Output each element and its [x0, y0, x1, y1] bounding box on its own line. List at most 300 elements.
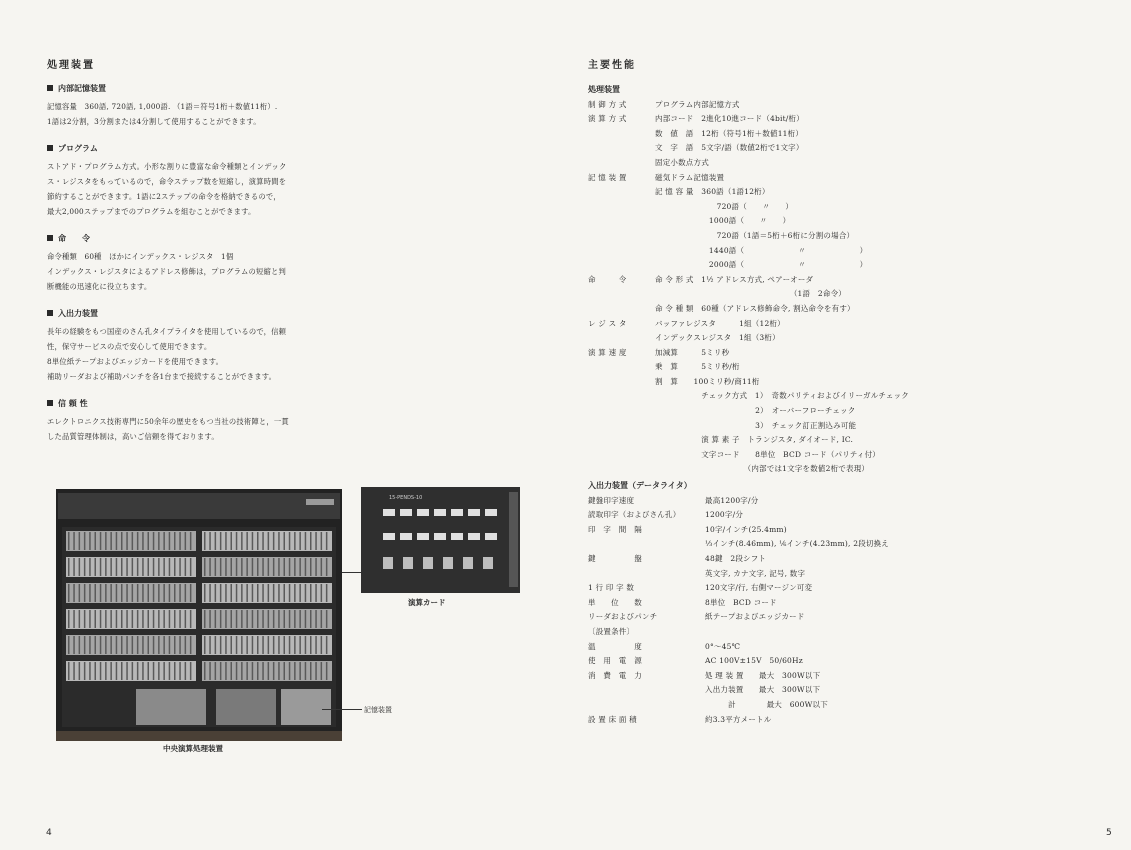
board-slot — [284, 532, 286, 550]
board-slot — [257, 662, 259, 680]
board-slot — [273, 662, 275, 680]
board-slot — [110, 558, 112, 576]
board-slot — [204, 558, 206, 576]
board-slot — [305, 558, 307, 576]
left-title: 処理装置 — [47, 60, 95, 71]
left-sections — [47, 83, 367, 444]
board-slot — [153, 532, 155, 550]
ic-chip — [383, 509, 395, 516]
board-slot — [73, 558, 75, 576]
section-body — [47, 159, 367, 219]
board-slot — [179, 558, 181, 576]
spec-value: 乗 算 5ミリ秒/桁 — [655, 362, 740, 372]
board-slot — [225, 558, 227, 576]
right-page-number: 5 — [1106, 828, 1112, 838]
board-slot — [310, 610, 312, 628]
circuit-board-rack — [202, 609, 332, 629]
board-slot — [252, 532, 254, 550]
board-slot — [321, 610, 323, 628]
body-line: ス・レジスタをもっているので，命令ステップ数を短縮し，演算時間を — [47, 177, 287, 186]
board-slot — [294, 636, 296, 654]
circuit-board-rack — [66, 583, 196, 603]
board-slot — [158, 532, 160, 550]
spec-row — [588, 229, 1108, 244]
board-slot — [241, 532, 243, 550]
spec-value: 文字コード 8単位 BCD コード（パリティ付） — [655, 449, 881, 459]
board-slot — [315, 610, 317, 628]
body-line: 長年の経験をもつ国産のさん孔タイプライタを使用しているので，信頼 — [47, 327, 287, 336]
board-slot — [257, 636, 259, 654]
board-slot — [179, 532, 181, 550]
ic-chip — [383, 533, 395, 540]
board-slot — [89, 558, 91, 576]
spec-key: 印 字 間 隔 — [588, 524, 642, 534]
board-slot — [79, 558, 81, 576]
spec-value: 磁気ドラム記憶装置 — [655, 172, 725, 182]
board-slot — [132, 636, 134, 654]
spec-value: 0°～45℃ — [705, 641, 741, 651]
board-slot — [158, 636, 160, 654]
board-slot — [163, 636, 165, 654]
board-slot — [294, 584, 296, 602]
spec-row — [588, 258, 1108, 273]
board-slot — [326, 610, 328, 628]
board-slot — [268, 610, 270, 628]
board-slot — [116, 662, 118, 680]
board-slot — [79, 610, 81, 628]
board-slot — [132, 532, 134, 550]
ic-chip — [451, 533, 463, 540]
board-slot — [231, 662, 233, 680]
board-slot — [278, 532, 280, 550]
board-slot — [268, 584, 270, 602]
spec-row — [588, 156, 1108, 171]
board-slot — [204, 584, 206, 602]
board-slot — [153, 636, 155, 654]
board-slot — [185, 662, 187, 680]
board-slot — [142, 532, 144, 550]
board-slot — [299, 662, 301, 680]
board-slot — [174, 636, 176, 654]
board-slot — [305, 636, 307, 654]
board-slot — [225, 532, 227, 550]
board-slot — [209, 532, 211, 550]
spec-value: 2） オーバーフローチェック — [655, 406, 856, 416]
memory-caption: 記憶装置 — [364, 706, 392, 714]
board-slot — [132, 558, 134, 576]
board-slot — [215, 532, 217, 550]
ic-chip — [468, 509, 480, 516]
spec-key: 命 令 — [588, 274, 627, 284]
spec-row — [588, 302, 1108, 317]
spec-row — [588, 625, 1108, 640]
board-slot — [289, 584, 291, 602]
board-slot — [236, 584, 238, 602]
board-slot — [148, 636, 150, 654]
board-slot — [299, 584, 301, 602]
ic-chip — [434, 509, 446, 516]
section-heading-text: 入出力装置 — [58, 309, 98, 318]
spec-row — [588, 287, 1108, 302]
section-body — [47, 99, 367, 129]
board-slot — [73, 584, 75, 602]
board-slot — [126, 610, 128, 628]
cpu-caption: 中央演算処理装置 — [163, 744, 223, 753]
spec-row — [588, 537, 1108, 552]
board-slot — [326, 532, 328, 550]
board-slot — [284, 584, 286, 602]
spec-value: 内部コード 2進化10進コード（4bit/桁） — [655, 114, 804, 124]
board-slot — [121, 610, 123, 628]
board-slot — [84, 636, 86, 654]
board-slot — [121, 662, 123, 680]
board-slot — [220, 532, 222, 550]
section-body — [47, 414, 367, 444]
ic-chip — [400, 509, 412, 516]
body-line: 8単位紙テープおよびエッジカードを使用できます。 — [47, 357, 224, 366]
board-slot — [68, 636, 70, 654]
spec-value: 記 憶 容 量 360語（1語12桁） — [655, 187, 770, 197]
spec-value: 文 字 語 5文字/語（数値2桁で1文字） — [655, 143, 804, 153]
board-slot — [190, 558, 192, 576]
spec-value: チェック方式 1） 奇数パリティおよびイリーガルチェック — [655, 391, 909, 401]
board-slot — [220, 636, 222, 654]
board-slot — [252, 584, 254, 602]
board-slot — [169, 662, 171, 680]
board-slot — [294, 532, 296, 550]
spec-key: 鍵 盤 — [588, 554, 642, 563]
board-slot — [174, 532, 176, 550]
board-slot — [79, 662, 81, 680]
board-slot — [294, 662, 296, 680]
board-slot — [142, 662, 144, 680]
board-slot — [190, 662, 192, 680]
ic-chip — [485, 509, 497, 516]
spec-row — [588, 214, 1108, 229]
spec-value: 10字/インチ(25.4mm) — [705, 524, 787, 534]
board-slot — [305, 584, 307, 602]
spec-value: 720語（ 〃 ） — [655, 201, 794, 211]
board-slot — [110, 662, 112, 680]
board-slot — [153, 584, 155, 602]
board-slot — [257, 610, 259, 628]
spec-row — [588, 713, 1108, 728]
board-slot — [225, 636, 227, 654]
circuit-board-rack — [202, 557, 332, 577]
board-slot — [231, 584, 233, 602]
board-slot — [284, 662, 286, 680]
spec-row — [588, 596, 1108, 611]
board-slot — [262, 558, 264, 576]
board-slot — [220, 558, 222, 576]
spec-value: 処 理 装 置 最大 300W以下 — [705, 670, 821, 680]
board-slot — [220, 584, 222, 602]
board-slot — [278, 636, 280, 654]
board-slot — [169, 584, 171, 602]
board-slot — [179, 636, 181, 654]
board-slot — [204, 532, 206, 550]
ic-chip — [451, 509, 463, 516]
spec-key: 制 御 方 式 — [588, 99, 627, 109]
board-slot — [73, 662, 75, 680]
board-slot — [310, 584, 312, 602]
board-slot — [215, 584, 217, 602]
spec-value: 720語（1語＝5桁＋6桁に分割の場合） — [655, 230, 855, 240]
board-slot — [326, 584, 328, 602]
board-slot — [79, 584, 81, 602]
ic-chip — [417, 533, 429, 540]
spec-value: 1200字/分 — [705, 510, 744, 520]
board-slot — [257, 532, 259, 550]
section-body — [47, 324, 367, 384]
board-slot — [153, 610, 155, 628]
arithmetic-card-photo — [361, 487, 520, 593]
board-slot — [246, 610, 248, 628]
spec-row — [588, 683, 1108, 698]
board-slot — [100, 558, 102, 576]
memory-pointer-line — [322, 709, 362, 710]
spec-value: 加減算 5ミリ秒 — [655, 347, 730, 357]
section-heading — [47, 233, 367, 244]
board-slot — [148, 662, 150, 680]
spec-key: 演 算 方 式 — [588, 114, 627, 124]
spec-row — [588, 462, 1108, 477]
body-line: 最大2,000ステップまでのプログラムを組むことができます。 — [47, 207, 256, 216]
section-heading — [47, 143, 367, 154]
board-slot — [289, 662, 291, 680]
board-slot — [209, 662, 211, 680]
spec-value: 割 算 100ミリ秒/商11桁 — [655, 376, 760, 386]
component — [463, 557, 473, 569]
spec-value: 120文字/行, 右側マージン可変 — [705, 583, 813, 593]
right-page-text — [588, 56, 1108, 727]
spec-value: 入出力装置 最大 300W以下 — [705, 685, 821, 695]
board-slot — [73, 610, 75, 628]
board-slot — [153, 558, 155, 576]
arithmetic-card-drawing — [361, 487, 520, 593]
board-slot — [121, 584, 123, 602]
square-bullet-icon — [47, 145, 53, 151]
board-slot — [116, 636, 118, 654]
board-slot — [241, 584, 243, 602]
board-slot — [284, 636, 286, 654]
board-slot — [137, 636, 139, 654]
spec-value: インデックスレジスタ 1組（3桁） — [655, 333, 780, 343]
circuit-board-rack — [66, 531, 196, 551]
board-slot — [116, 584, 118, 602]
board-slot — [163, 584, 165, 602]
board-slot — [204, 610, 206, 628]
ic-chip — [400, 533, 412, 540]
board-slot — [225, 662, 227, 680]
spec-row — [588, 640, 1108, 655]
board-slot — [289, 636, 291, 654]
board-slot — [284, 558, 286, 576]
board-slot — [163, 558, 165, 576]
board-slot — [252, 636, 254, 654]
body-line: 断機能の迅速化に役立ちます。 — [47, 282, 152, 291]
board-slot — [174, 662, 176, 680]
board-slot — [179, 662, 181, 680]
processor-spec-table — [588, 98, 1108, 477]
body-line: インデックス・レジスタによるアドレス修飾は，プログラムの短縮と判 — [47, 267, 286, 276]
board-slot — [326, 558, 328, 576]
board-slot — [278, 610, 280, 628]
board-slot — [126, 662, 128, 680]
board-slot — [185, 558, 187, 576]
board-slot — [289, 558, 291, 576]
board-slot — [321, 584, 323, 602]
board-slot — [268, 636, 270, 654]
board-slot — [110, 636, 112, 654]
spec-key: 読取印字（およびさん孔） — [588, 510, 681, 520]
board-slot — [326, 636, 328, 654]
spec-row — [588, 669, 1108, 684]
spec-value: 固定小数点方式 — [655, 157, 709, 167]
board-slot — [89, 532, 91, 550]
body-line: ストアド・プログラム方式。小形な割りに豊富な命令種類とインデック — [47, 162, 287, 171]
spec-key: 消 費 電 力 — [588, 670, 642, 680]
board-slot — [68, 662, 70, 680]
spec-row — [588, 375, 1108, 390]
spec-row — [588, 360, 1108, 375]
board-slot — [105, 532, 107, 550]
board-slot — [268, 558, 270, 576]
spec-row — [588, 346, 1108, 361]
board-slot — [273, 558, 275, 576]
board-slot — [236, 610, 238, 628]
board-slot — [95, 610, 97, 628]
board-slot — [95, 584, 97, 602]
board-slot — [225, 584, 227, 602]
board-slot — [241, 662, 243, 680]
board-slot — [185, 584, 187, 602]
board-slot — [126, 532, 128, 550]
board-slot — [185, 610, 187, 628]
board-slot — [137, 662, 139, 680]
spec-row — [588, 494, 1108, 509]
component — [383, 557, 393, 569]
board-slot — [163, 662, 165, 680]
board-slot — [105, 584, 107, 602]
spec-row — [588, 98, 1108, 113]
section-heading — [47, 83, 367, 94]
board-slot — [126, 584, 128, 602]
circuit-board-rack — [66, 609, 196, 629]
board-slot — [241, 558, 243, 576]
board-slot — [257, 558, 259, 576]
card-pointer-line — [342, 572, 361, 573]
board-slot — [158, 662, 160, 680]
board-slot — [137, 532, 139, 550]
spec-row — [588, 654, 1108, 669]
board-slot — [142, 584, 144, 602]
board-slot — [95, 532, 97, 550]
board-slot — [185, 636, 187, 654]
board-slot — [215, 610, 217, 628]
board-slot — [289, 610, 291, 628]
spec-value: 48鍵 2段シフト — [705, 554, 767, 563]
board-slot — [236, 662, 238, 680]
spec-value: 最高1200字/分 — [705, 495, 759, 505]
board-slot — [95, 558, 97, 576]
board-slot — [215, 636, 217, 654]
spec-value: （1語 2命令） — [655, 289, 846, 299]
spec-key: レ ジ ス タ — [588, 318, 627, 328]
board-slot — [100, 662, 102, 680]
board-slot — [231, 558, 233, 576]
board-slot — [137, 584, 139, 602]
spec-row — [588, 448, 1108, 463]
spec-row — [588, 331, 1108, 346]
spec-value: 命 令 形 式 1½ アドレス方式, ペアーオーダ — [655, 274, 814, 284]
square-bullet-icon — [47, 400, 53, 406]
board-slot — [137, 610, 139, 628]
cpu-cabinet-photo — [56, 489, 342, 741]
board-slot — [95, 662, 97, 680]
spec-row — [588, 581, 1108, 596]
board-slot — [257, 584, 259, 602]
board-slot — [305, 662, 307, 680]
board-slot — [190, 532, 192, 550]
board-slot — [231, 532, 233, 550]
board-slot — [209, 636, 211, 654]
circuit-board-rack — [66, 557, 196, 577]
board-slot — [225, 610, 227, 628]
spec-value: ⅓インチ(8.46mm), ⅙インチ(4.23mm), 2段切換え — [705, 539, 889, 549]
spec-row — [588, 698, 1108, 713]
spec-value: AC 100V±15V 50/60Hz — [705, 656, 803, 666]
spec-value: 約3.3平方メートル — [705, 714, 772, 724]
spec-value: 2000語（ 〃 ） — [655, 260, 868, 270]
board-slot — [262, 610, 264, 628]
board-slot — [246, 558, 248, 576]
board-slot — [215, 662, 217, 680]
spec-row — [588, 389, 1108, 404]
board-slot — [116, 532, 118, 550]
spec-subheading-processor: 処理装置 — [588, 85, 620, 94]
circuit-board-rack — [202, 531, 332, 551]
board-slot — [246, 636, 248, 654]
board-slot — [220, 662, 222, 680]
board-slot — [246, 662, 248, 680]
board-slot — [89, 584, 91, 602]
board-slot — [236, 532, 238, 550]
spec-row — [588, 244, 1108, 259]
body-line: 補助リーダおよび補助パンチを各1台まで接続することができます。 — [47, 372, 277, 381]
board-slot — [100, 532, 102, 550]
board-slot — [262, 662, 264, 680]
section-heading — [47, 398, 367, 409]
board-slot — [84, 610, 86, 628]
spec-key: 設 置 床 面 積 — [588, 714, 637, 724]
board-slot — [89, 662, 91, 680]
board-slot — [110, 532, 112, 550]
spec-value: 計 最大 600W以下 — [705, 699, 828, 709]
board-slot — [231, 610, 233, 628]
spec-key: 1 行 印 字 数 — [588, 583, 635, 593]
board-slot — [231, 636, 233, 654]
spec-row — [588, 141, 1108, 156]
section-heading-text: 内部記憶装置 — [58, 84, 106, 93]
board-slot — [299, 610, 301, 628]
board-slot — [190, 610, 192, 628]
board-slot — [121, 636, 123, 654]
circuit-board-rack — [202, 661, 332, 681]
cpu-cabinet-drawing — [56, 489, 342, 741]
spec-row — [588, 185, 1108, 200]
board-slot — [169, 636, 171, 654]
